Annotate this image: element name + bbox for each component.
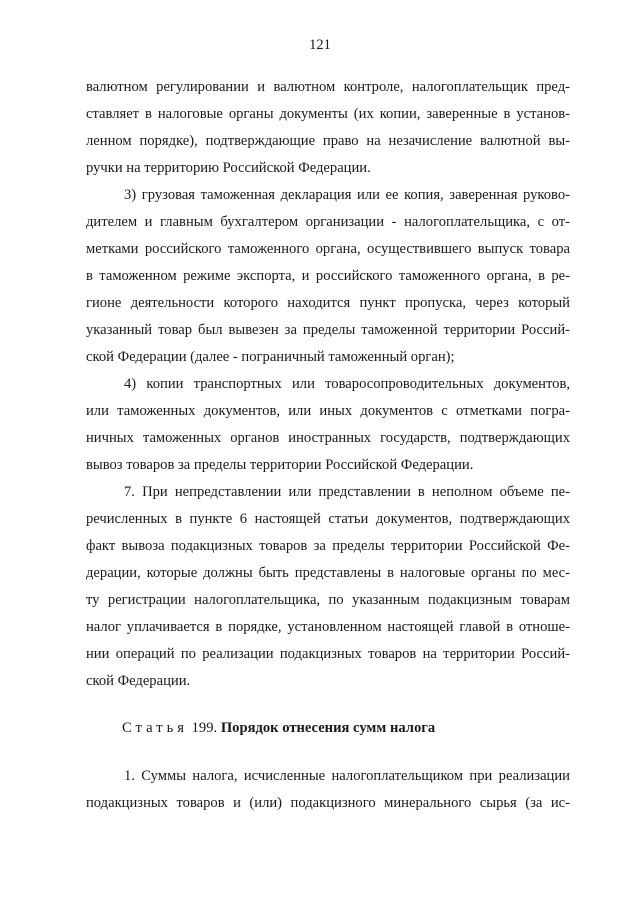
page-number: 121: [309, 37, 331, 53]
text-line: ской Федерации (далее - пограничный таможенный орган);: [86, 349, 455, 365]
text-line: факт вывоза подакцизных товаров за пределы территории Российской Фе-: [86, 538, 570, 554]
text-line: указанный товар был вывезен за пределы таможенной территории Россий-: [86, 322, 570, 338]
text-line: подакцизных товаров и (или) подакцизного минерального сырья (за ис-: [86, 795, 570, 811]
text-line: ской Федерации.: [86, 673, 191, 689]
text-line: 3) грузовая таможенная декларация или ее копия, заверенная руково-: [124, 187, 570, 203]
text-line: речисленных в пункте 6 настоящей статьи документов, подтверждающих: [86, 511, 570, 527]
text-line: дителем и главным бухгалтером организации - налогоплательщика, с от-: [86, 214, 570, 230]
text-line: валютном регулировании и валютном контроле, налогоплательщик пред-: [86, 79, 570, 95]
article-title: Порядок отнесения сумм налога: [220, 720, 436, 736]
text-line: дерации, которые должны быть представлены в налоговые органы по мес-: [86, 565, 570, 581]
article-heading: [122, 715, 435, 742]
text-line: или таможенных документов, или иных документов с отметками погра-: [86, 403, 570, 419]
text-line: 1. Суммы налога, исчисленные налогоплательщиком при реализации: [124, 768, 570, 784]
text-line: ручки на территорию Российской Федерации.: [86, 160, 371, 176]
text-line: 7. При непредставлении или представлении в неполном объеме пе-: [124, 484, 570, 500]
text-line: налог уплачивается в порядке, установленном настоящей главой в отноше-: [86, 619, 570, 635]
text-line: ту регистрации налогоплательщика, по указанным подакцизным товарам: [86, 592, 570, 608]
article-number: 199.: [191, 720, 218, 736]
text-line: гионе деятельности которого находится пункт пропуска, через который: [86, 295, 570, 311]
text-line: ничных таможенных органов иностранных государств, подтверждающих: [86, 430, 570, 446]
text-line: в таможенном режиме экспорта, и российского таможенного органа, в ре-: [86, 268, 570, 284]
text-line: ставляет в налоговые органы документы (их копии, заверенные в установ-: [86, 106, 570, 122]
text-line: вывоз товаров за пределы территории Российской Федерации.: [86, 457, 474, 473]
article-word: Статья: [122, 720, 188, 736]
text-line: 4) копии транспортных или товаросопроводительных документов,: [124, 376, 570, 392]
text-line: метками российского таможенного органа, осуществившего выпуск товара: [86, 241, 570, 257]
text-line: ленном порядке), подтверждающие право на незачисление валютной вы-: [86, 133, 570, 149]
text-line: нии операций по реализации подакцизных товаров на территории Россий-: [86, 646, 570, 662]
